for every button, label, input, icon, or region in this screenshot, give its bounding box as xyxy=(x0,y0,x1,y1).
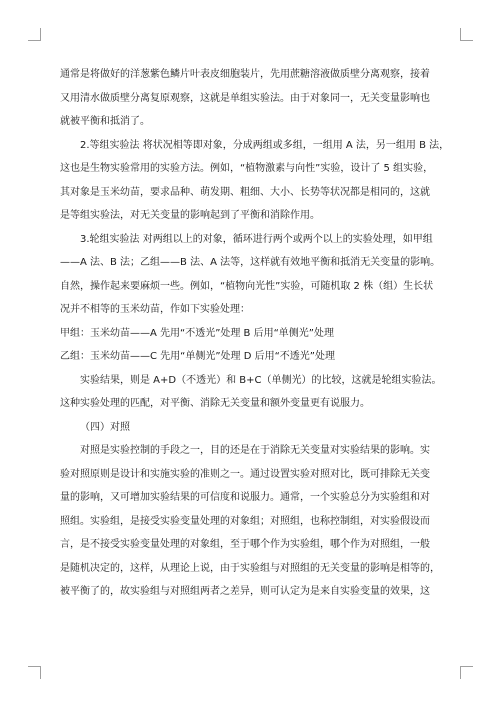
paragraph-rotation-group-method: 3.轮组实验法 对两组以上的对象，循环进行两个或两个以上的实验处理，如甲组 xyxy=(80,233,433,245)
text-line: 照组。实验组，是接受实验变量处理的对象组；对照组，也称控制组，对实验假设而 xyxy=(60,515,430,527)
paragraph-control: 对照是实验控制的手段之一，目的还是在于消除无关变量对实验结果的影响。实 xyxy=(80,445,430,456)
text-line: 被平衡了的，故实验组与对照组两者之差异，则可认定为是来自实验变量的效果，这 xyxy=(60,586,430,597)
group-a-line: 甲组：玉米幼苗——A 先用“不透光”处理 B 后用“单侧光”处理 xyxy=(60,327,334,339)
text-line: 况并不相等的玉米幼苗，作如下实验处理： xyxy=(60,304,250,315)
text-line: 是等组实验法，对无关变量的影响起到了平衡和消除作用。 xyxy=(60,210,320,221)
document-body xyxy=(60,63,452,604)
section-heading: （四）对照 xyxy=(80,421,130,433)
text-line: 又用清水做质壁分离复原观察，这就是单组实验法。由于对象同一，无关变量影响也 xyxy=(60,92,430,104)
text-line: 通常是将做好的洋葱紫色鳞片叶表皮细胞装片，先用蔗糖溶液做质壁分离观察，接着 xyxy=(60,69,430,80)
group-b-line: 乙组：玉米幼苗——C 先用“单侧光”处理 D 后用“不透光”处理 xyxy=(60,351,335,362)
text-line: 量的影响，又可增加实验结果的可信度和说服力。通常，一个实验总分为实验组和对 xyxy=(60,492,430,503)
text-line: 言，是不接受实验变量处理的对象组，至于哪个作为实验组，哪个作为对照组，一般 xyxy=(60,539,430,550)
text-line: 这种实验处理的匹配，对平衡、消除无关变量和额外变量更有说服力。 xyxy=(60,398,370,409)
paragraph-equal-group-method: 2.等组实验法 将状况相等即对象，分成两组或多组，一组用 A 法，另一组用 B 法， xyxy=(80,139,450,151)
text-line: ——A 法、B 法；乙组——B 法、A 法等，这样就有效地平衡和抵消无关变量的影响。 xyxy=(60,257,441,268)
text-line: 是随机决定的，这样，从理论上说，由于实验组与对照组的无关变量的影响是相等的， xyxy=(60,562,440,574)
text-line: 其对象是玉米幼苗，要求品种、萌发期、粗细、大小、长势等状况都是相同的，这就 xyxy=(60,186,430,198)
text-line: 这也是生物实验常用的实验方法。例如，“植物激素与向性”实验，设计了 5 组实验， xyxy=(60,163,434,174)
text-line: 就被平衡和抵消了。 xyxy=(60,116,150,127)
text-line: 自然，操作起来要麻烦一些。例如，“植物向光性”实验，可随机取 2 株（组）生长状 xyxy=(60,280,434,292)
paragraph-result: 实验结果，则是 A+D（不透光）和 B+C（单侧光）的比较，这就是轮组实验法。 xyxy=(80,374,442,386)
crop-mark-bottom-right xyxy=(460,666,473,679)
text-line: 验对照原则是设计和实施实验的准则之一。通过设置实验对照对比，既可排除无关变 xyxy=(60,468,430,480)
crop-mark-top-right xyxy=(460,28,473,41)
crop-mark-bottom-left xyxy=(28,666,41,679)
crop-mark-top-left xyxy=(28,28,41,41)
